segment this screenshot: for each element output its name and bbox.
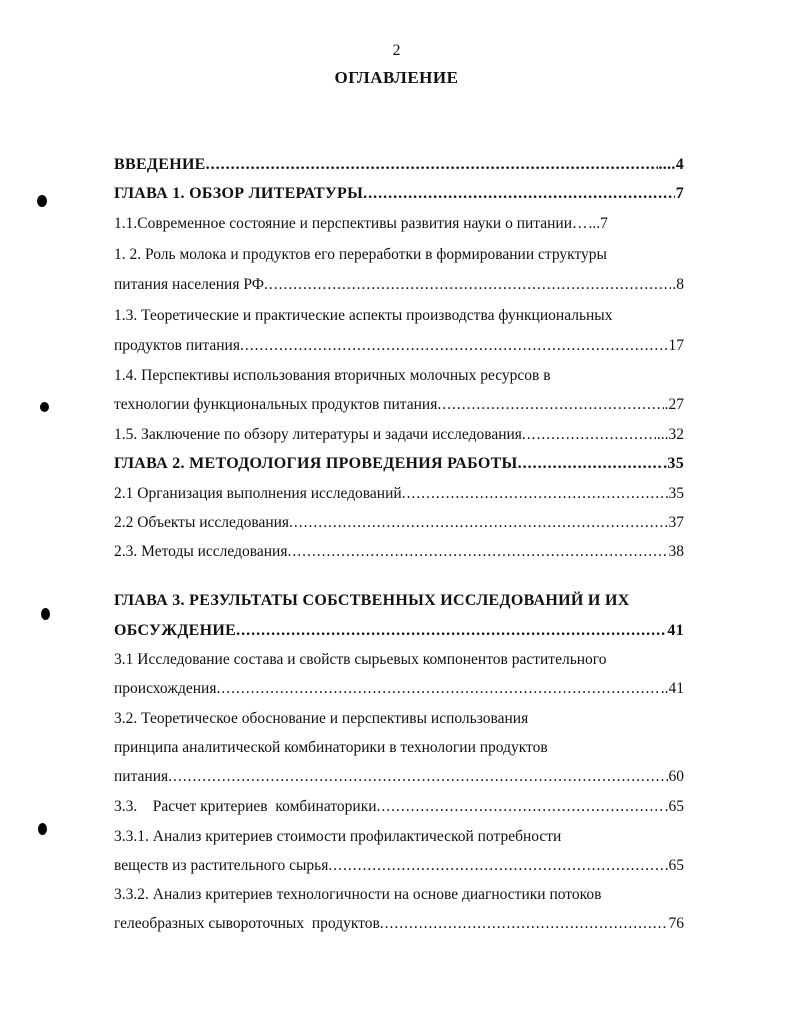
- toc-entry-title: технологии функциональных продуктов питания: [114, 396, 438, 413]
- toc-page-number: 7: [675, 185, 684, 202]
- dot-leader: [264, 274, 671, 296]
- toc-page-number: 41: [667, 622, 684, 639]
- toc-entry-section-3-1[interactable]: [114, 678, 684, 700]
- toc-page-number: 38: [668, 543, 684, 560]
- toc-page-number: .35: [663, 455, 684, 472]
- toc-entry-section-3-1-line1: 3.1 Исследование состава и свойств сырьевых компонентов растительного: [114, 651, 607, 668]
- toc-entry-section-1-2[interactable]: [114, 274, 684, 296]
- toc-entry-section-3-3-2-line1: 3.3.2. Анализ критериев технологичности на основе диагностики потоков: [114, 886, 602, 903]
- toc-page-number: 76: [668, 915, 684, 932]
- dot-leader: [328, 855, 667, 877]
- dot-leader: [216, 678, 659, 700]
- dot-leader: [518, 453, 663, 475]
- toc-page-number: 60: [668, 768, 684, 785]
- toc-entry-chapter-3[interactable]: [114, 620, 684, 642]
- dot-leader: [168, 766, 667, 788]
- toc-entry-section-1-3-line1: 1.3. Теоретические и практические аспекты производства функциональных: [114, 307, 613, 324]
- toc-entry-intro[interactable]: [114, 154, 684, 176]
- toc-page-number: .27: [664, 396, 684, 413]
- toc-entry-section-3-2-line2: принципа аналитической комбинаторики в технологии продуктов: [114, 739, 548, 756]
- toc-entry-chapter-2[interactable]: [114, 453, 684, 475]
- toc-entry-section-1-3[interactable]: [114, 335, 684, 357]
- toc-entry-title: ОБСУЖДЕНИЕ: [114, 622, 237, 639]
- toc-entry-title: продуктов питания: [114, 337, 240, 354]
- toc-entry-chapter-3-line1: ГЛАВА 3. РЕЗУЛЬТАТЫ СОБСТВЕННЫХ ИССЛЕДОВАНИЙ И ИХ: [114, 592, 630, 609]
- toc-entry-section-1-4-line1: 1.4. Перспективы использования вторичных молочных ресурсов в: [114, 367, 551, 384]
- toc-page-number: ..41: [660, 680, 684, 697]
- toc-entry-title: 2.3. Методы исследования: [114, 543, 288, 560]
- dot-leader: [289, 512, 667, 534]
- dot-leader: [522, 424, 656, 446]
- toc-page-number: 37: [668, 514, 684, 531]
- toc-entry-section-3-3-1[interactable]: [114, 855, 684, 877]
- toc-entry-section-3-2[interactable]: [114, 766, 684, 788]
- toc-entry-section-1-1[interactable]: [114, 213, 684, 235]
- toc-page-number: .65: [664, 798, 684, 815]
- toc-entry-title: 2.2 Объекты исследования: [114, 514, 290, 531]
- toc-entry-title: 1.5. Заключение по обзору литературы и задачи исследования: [114, 426, 522, 443]
- toc-page-number: 65: [668, 857, 684, 874]
- toc-entry-section-2-1[interactable]: [114, 483, 684, 505]
- dot-leader: [402, 483, 668, 505]
- toc-entry-title: питания: [114, 768, 169, 785]
- toc-entry-section-1-2-line1: 1. 2. Роль молока и продуктов его переработки в формировании структуры: [114, 246, 607, 263]
- dot-leader: [377, 796, 664, 818]
- toc-entry-title: гелеобразных сывороточных продуктов: [114, 915, 380, 932]
- toc-entry-title: ГЛАВА 1. ОБЗОР ЛИТЕРАТУРЫ: [114, 185, 364, 202]
- toc-page-number: 35: [668, 485, 684, 502]
- dot-leader: [437, 394, 663, 416]
- toc-entry-section-2-3[interactable]: [114, 541, 684, 563]
- toc-entry-chapter-1[interactable]: [114, 183, 684, 205]
- toc-entry-section-2-2[interactable]: [114, 512, 684, 534]
- toc-entry-section-3-3-2[interactable]: [114, 913, 684, 935]
- toc-page-number: ...32: [656, 426, 684, 443]
- toc-entry-section-3-3[interactable]: [114, 796, 684, 818]
- toc-entry-title: 3.3. Расчет критериев комбинаторики: [114, 798, 377, 815]
- dot-leader: [363, 183, 675, 205]
- toc-entry-title: 1.1.Современное состояние и перспективы развития науки о питании…: [114, 215, 588, 232]
- page-number: 2: [392, 42, 401, 59]
- toc-entry-title: ГЛАВА 2. МЕТОДОЛОГИЯ ПРОВЕДЕНИЯ РАБОТЫ: [114, 455, 518, 472]
- toc-entry-title: ВВЕДЕНИЕ: [114, 156, 206, 173]
- dot-leader: [236, 620, 666, 642]
- toc-entry-title: происхождения: [114, 680, 217, 697]
- dot-leader: [240, 335, 668, 357]
- toc-entry-title: питания населения РФ: [114, 276, 264, 293]
- toc-page-number: .8: [672, 276, 684, 293]
- dot-leader: [287, 541, 667, 563]
- toc-entry-section-1-5[interactable]: [114, 424, 684, 446]
- toc-entry-title: 2.1 Организация выполнения исследований: [114, 485, 402, 502]
- toc-entry-section-3-2-line1: 3.2. Теоретическое обоснование и перспективы использования: [114, 710, 529, 727]
- page-title: ОГЛАВЛЕНИЕ: [334, 68, 459, 87]
- toc-page-number: 17: [668, 337, 684, 354]
- dot-leader: [380, 913, 668, 935]
- dot-leader: [206, 154, 658, 176]
- toc-entry-section-3-3-1-line1: 3.3.1. Анализ критериев стоимости профилактической потребности: [114, 828, 562, 845]
- toc-entry-section-1-4[interactable]: [114, 394, 684, 416]
- toc-entry-title: веществ из растительного сырья: [114, 857, 329, 874]
- toc-page-number: ....4: [658, 156, 684, 173]
- toc-page-number: ...7: [588, 215, 608, 232]
